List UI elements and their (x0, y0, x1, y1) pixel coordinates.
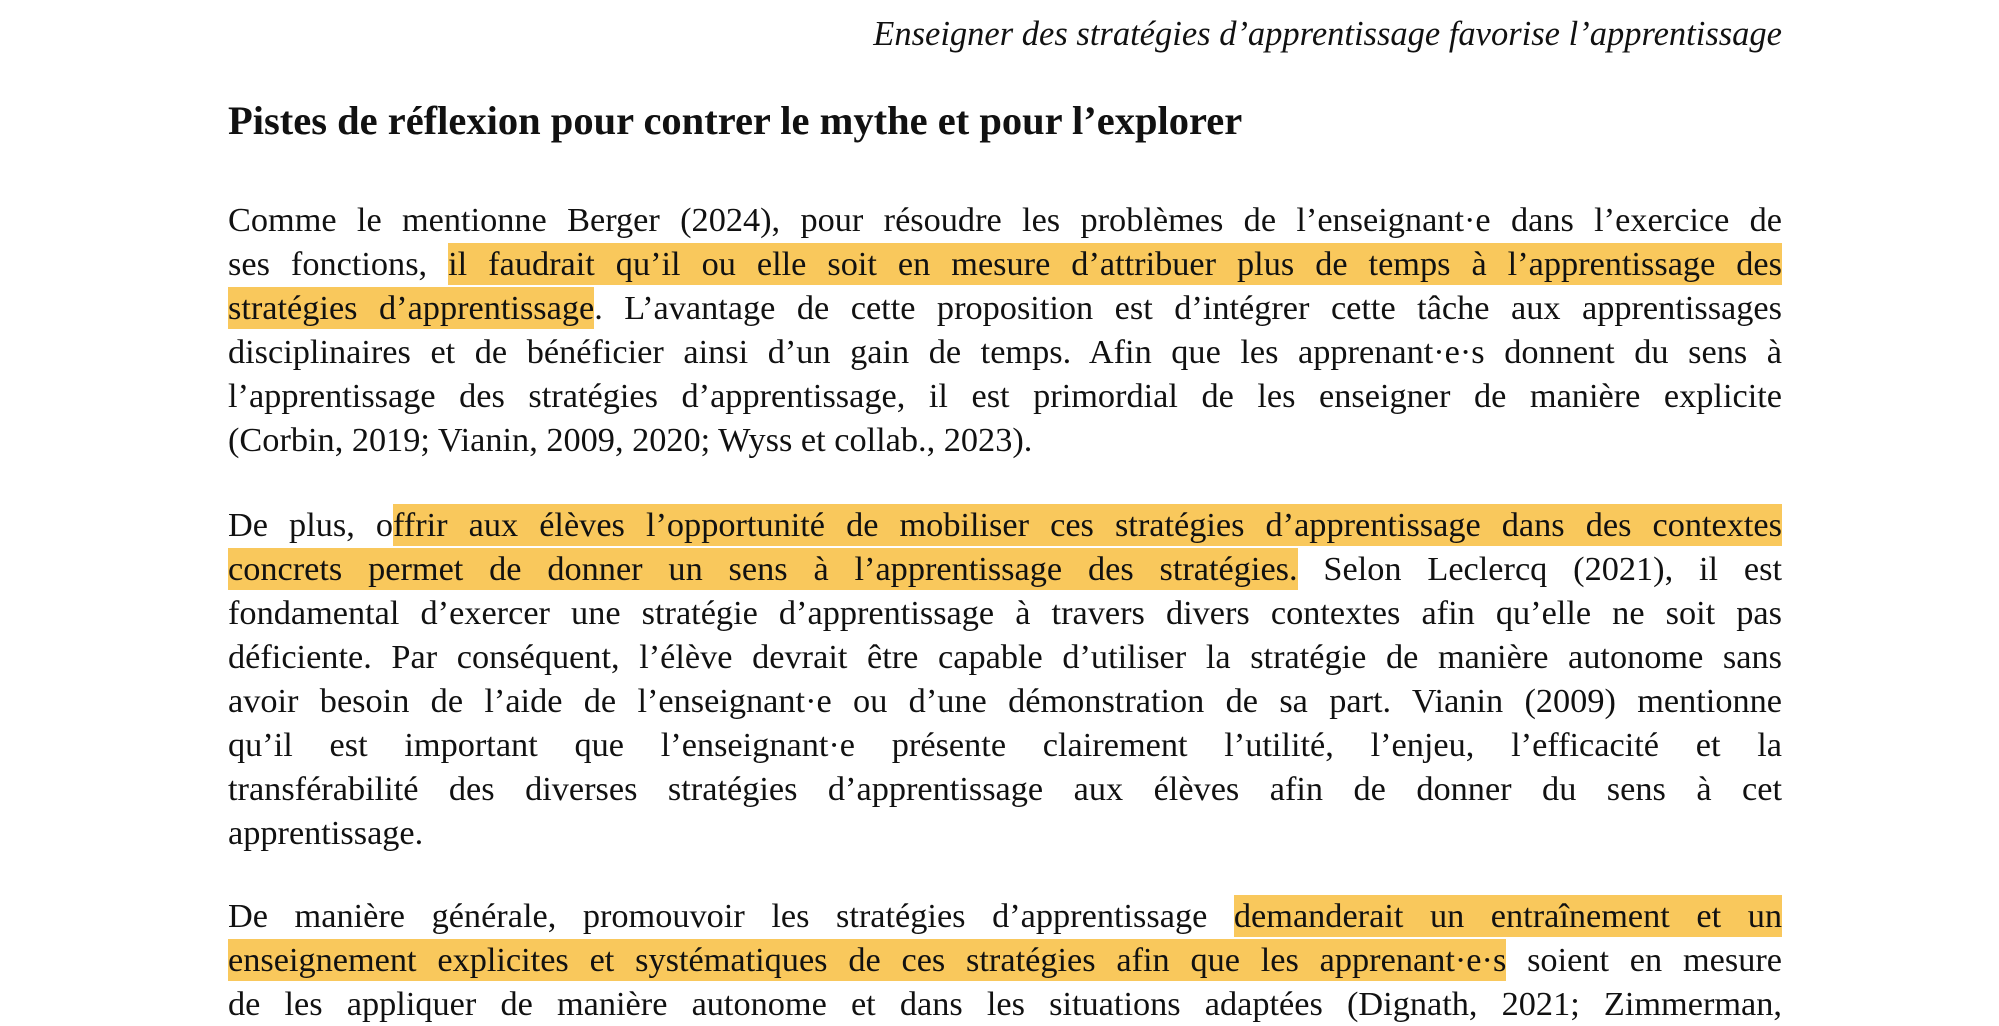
text-line (228, 811, 1782, 855)
text-line (228, 547, 1782, 591)
highlighted-text: enseignement explicites et systématiques de ces stratégies afin que les apprenant·e·s (228, 941, 1507, 979)
text-segment: Comme le mentionne Berger (2024), pour résoudre les problèmes de l’enseignant·e dans l’exercice de (228, 201, 1782, 239)
text-segment: De plus, o (228, 506, 393, 544)
highlighted-text: demanderait un entraînement et un (1233, 897, 1783, 935)
text-segment: . L’avantage de cette proposition est d’intégrer cette tâche aux apprentissages (594, 289, 1782, 327)
text-line (228, 198, 1782, 242)
paragraph-2 (228, 503, 1782, 855)
text-segment: de les appliquer de manière autonome et dans les situations adaptées (Dignath, 2021; Zimmerman, (228, 985, 1782, 1023)
text-segment: Selon Leclercq (2021), il est (1297, 550, 1782, 588)
text-line (228, 982, 1782, 1026)
text-line (228, 679, 1782, 723)
text-segment: De manière générale, promouvoir les stratégies d’apprentissage (228, 897, 1234, 935)
text-line (228, 635, 1782, 679)
text-segment: transférabilité des diverses stratégies d’apprentissage aux élèves afin de donner du sens à cet (228, 770, 1782, 808)
paragraph-3 (228, 894, 1782, 1026)
text-line (228, 418, 1782, 462)
highlighted-text: concrets permet de donner un sens à l’apprentissage des stratégies. (228, 550, 1298, 588)
text-segment: qu’il est important que l’enseignant·e présente clairement l’utilité, l’enjeu, l’efficacité et la (228, 726, 1782, 764)
running-header: Enseigner des stratégies d’apprentissage favorise l’apprentissage (873, 15, 1782, 53)
text-segment: l’apprentissage des stratégies d’apprentissage, il est primordial de les enseigner de manière explicite (228, 377, 1782, 415)
text-line (228, 286, 1782, 330)
text-segment: (Corbin, 2019; Vianin, 2009, 2020; Wyss et collab., 2023). (228, 421, 1033, 459)
text-line (228, 330, 1782, 374)
text-line (228, 591, 1782, 635)
text-line (228, 767, 1782, 811)
text-segment: disciplinaires et de bénéficier ainsi d’un gain de temps. Afin que les apprenant·e·s donnent du sens à (228, 333, 1782, 371)
text-segment: déficiente. Par conséquent, l’élève devrait être capable d’utiliser la stratégie de manière autonome sans (228, 638, 1782, 676)
text-line (228, 938, 1782, 982)
paragraph-1 (228, 198, 1782, 462)
text-line (228, 894, 1782, 938)
highlighted-text: il faudrait qu’il ou elle soit en mesure d’attribuer plus de temps à l’apprentissage des (448, 245, 1782, 283)
text-segment: avoir besoin de l’aide de l’enseignant·e ou d’une démonstration de sa part. Vianin (2009) mentionne (228, 682, 1782, 720)
text-line (228, 723, 1782, 767)
text-segment: soient en mesure (1506, 941, 1782, 979)
text-segment: ses fonctions, (228, 245, 449, 283)
text-line (228, 374, 1782, 418)
text-segment: fondamental d’exercer une stratégie d’apprentissage à travers divers contextes afin qu’elle ne soit pas (228, 594, 1782, 632)
text-line (228, 242, 1782, 286)
text-line (228, 503, 1782, 547)
highlighted-text: ffrir aux élèves l’opportunité de mobiliser ces stratégies d’apprentissage dans des contextes (393, 506, 1782, 544)
section-heading: Pistes de réflexion pour contrer le mythe et pour l’explorer (228, 98, 1243, 143)
text-segment: apprentissage. (228, 814, 424, 852)
highlighted-text: stratégies d’apprentissage (228, 289, 595, 327)
